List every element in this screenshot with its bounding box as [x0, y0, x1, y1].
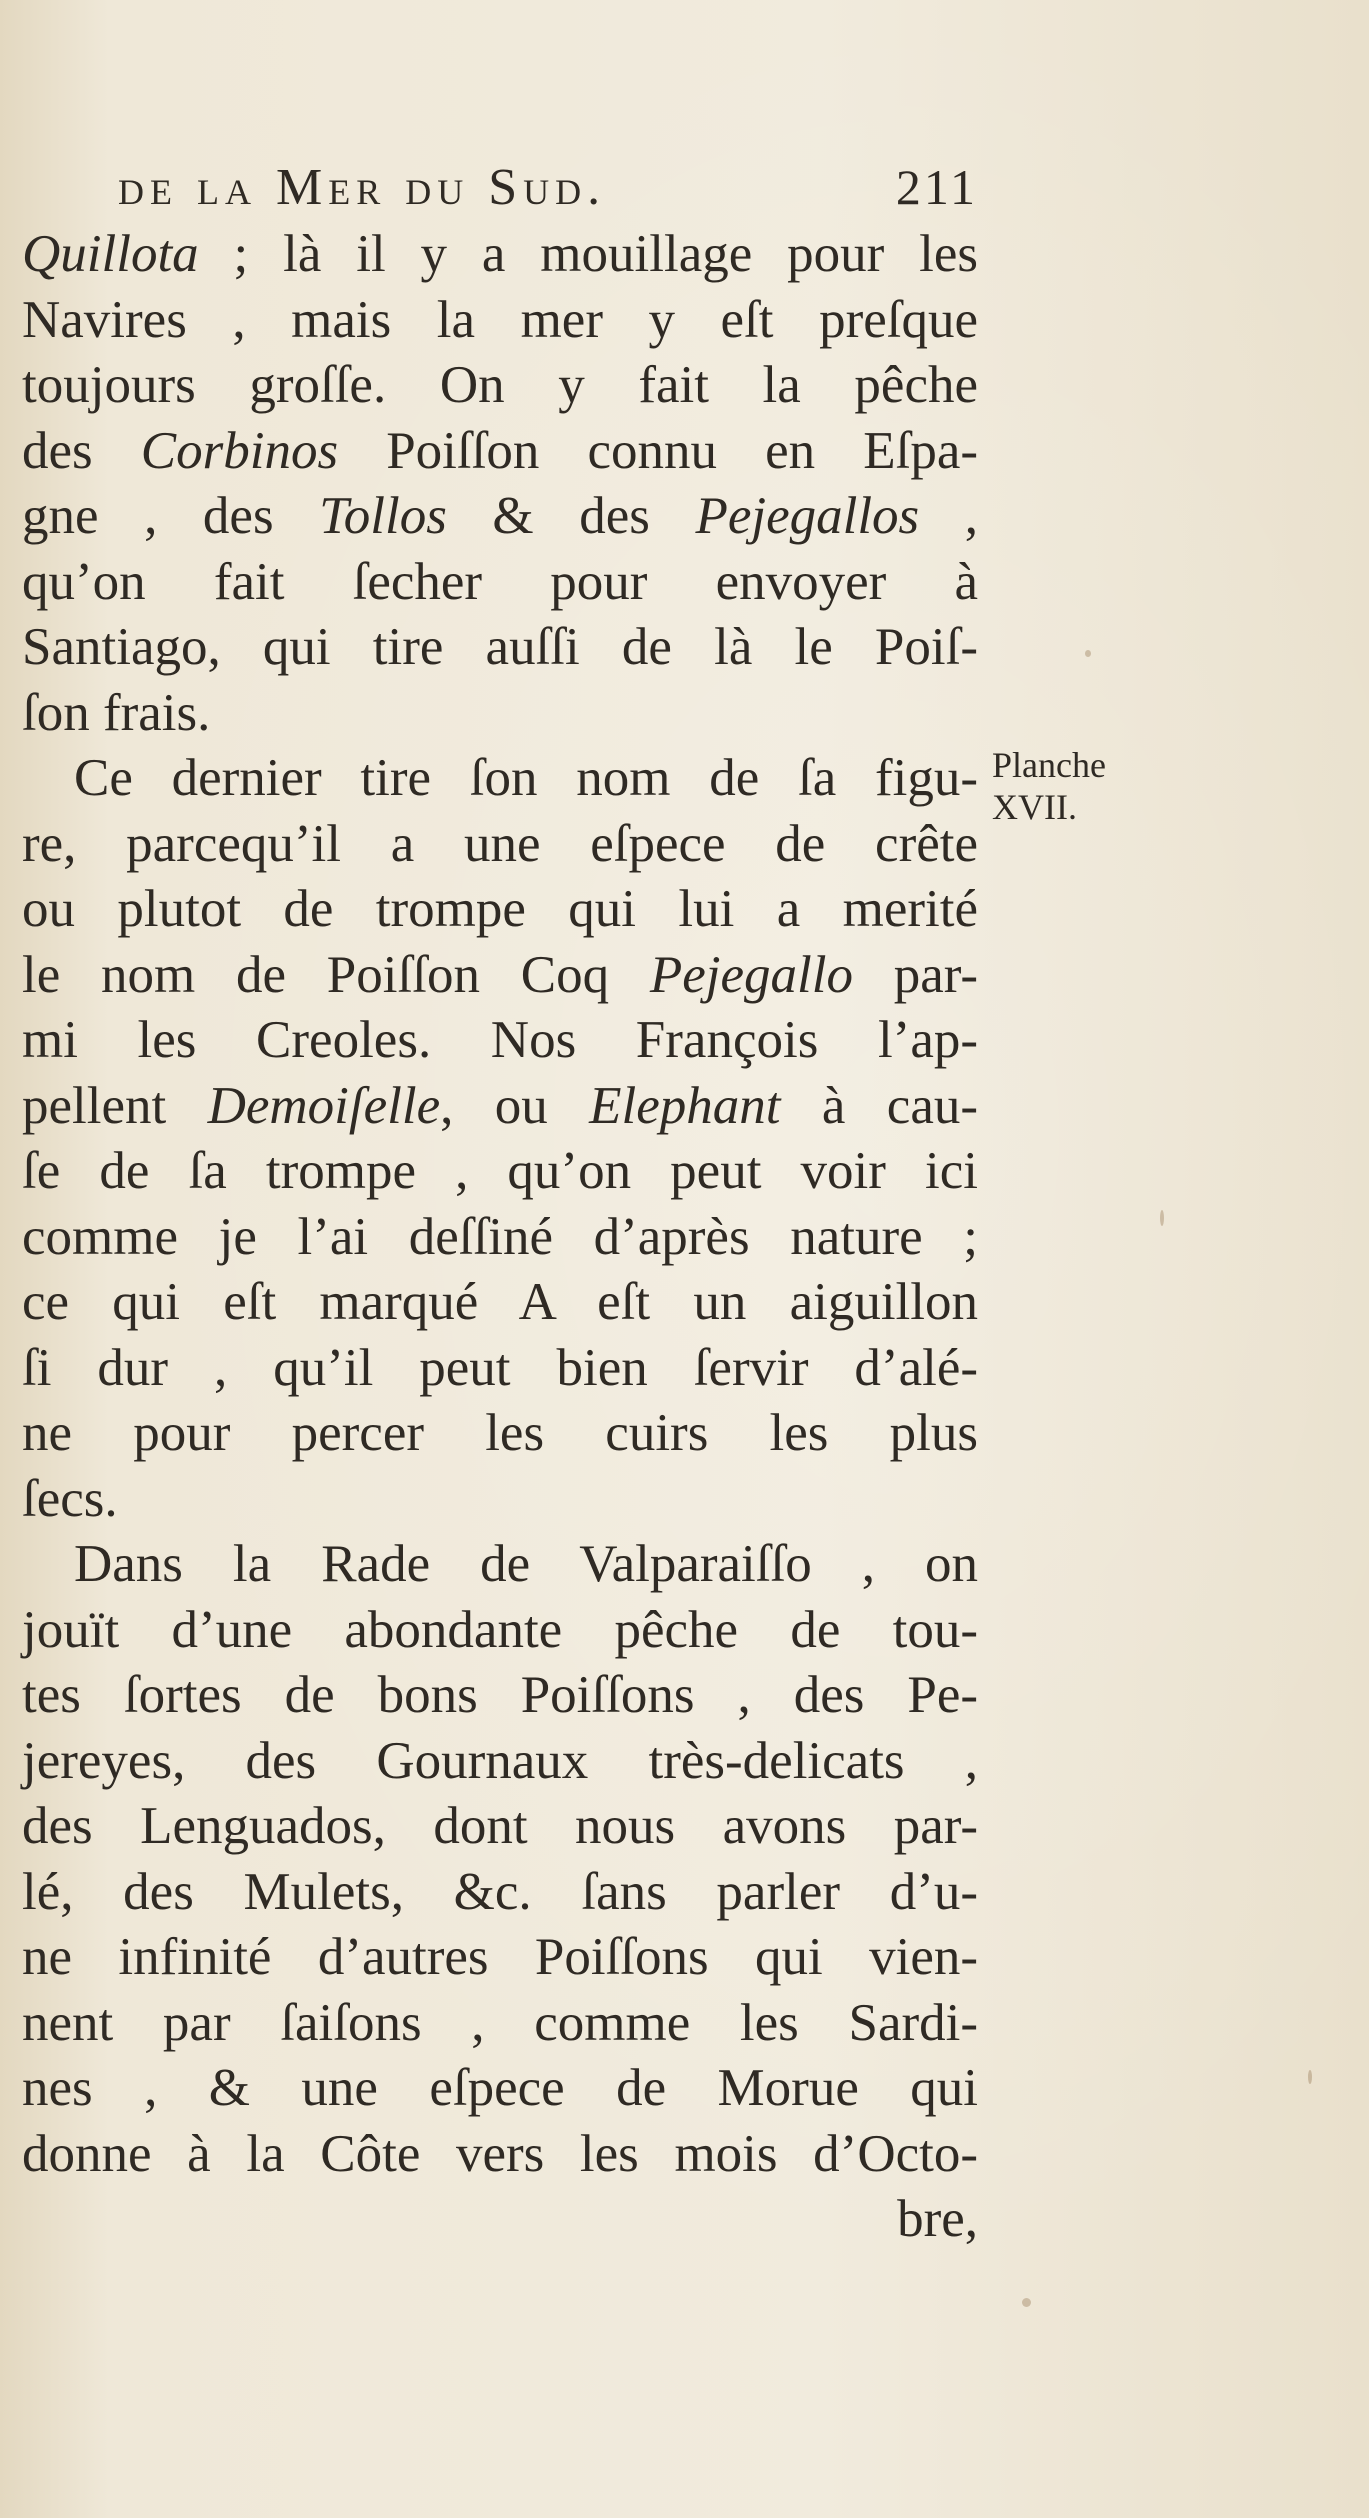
text-line: ce qui eſt marqué A eſt un aiguillon	[22, 1273, 978, 1331]
margin-note-plate-reference	[992, 744, 1172, 828]
body-text	[22, 222, 978, 2253]
text-line: gne , des Tollos & des Pejegallos ,	[22, 487, 979, 545]
text-line: ou plutot de trompe qui lui a merité	[22, 880, 978, 938]
text-line: nes , & une eſpece de Morue qui	[22, 2059, 978, 2117]
foxing-spot	[1160, 1210, 1164, 1226]
text-line: tes ſortes de bons Poiſſons , des Pe-	[22, 1666, 978, 1724]
text-line: ne pour percer les cuirs les plus	[22, 1404, 978, 1462]
page-number: 211	[895, 159, 978, 215]
paragraph-start: Ce dernier tire ſon nom de ſa figu-	[74, 749, 978, 807]
running-title: de la Mer du Sud.	[118, 159, 607, 216]
text-line: ſecs.	[22, 1469, 118, 1528]
text-line: lé, des Mulets, &c. ſans parler d’u-	[22, 1862, 978, 1921]
text-line: ſe de ſa trompe , qu’on peut voir ici	[22, 1142, 978, 1200]
catchword: bre,	[897, 2190, 978, 2248]
text-line: donne à la Côte vers les mois d’Octo-	[22, 2124, 978, 2183]
foxing-spot	[1085, 650, 1091, 657]
text-line: ne infinité d’autres Poiſſons qui vien-	[22, 1928, 978, 1986]
text-line: jereyes, des Gournaux très-delicats ,	[22, 1731, 978, 1790]
margin-note-line: Planche	[992, 745, 1106, 785]
text-line: toujours groſſe. On y fait la pêche	[22, 356, 978, 414]
text-line: ſon frais.	[22, 683, 211, 742]
text-line: re, parcequ’il a une eſpece de crête	[22, 814, 978, 873]
text-line: des Lenguados, dont nous avons par-	[22, 1797, 978, 1855]
text-line: qu’on fait ſecher pour envoyer à	[22, 552, 978, 611]
foxing-spot	[1022, 2298, 1031, 2307]
margin-note-line: XVII.	[992, 787, 1077, 827]
text-line: le nom de Poiſſon Coq Pejegallo par-	[22, 945, 979, 1004]
foxing-spot	[1308, 2070, 1312, 2084]
text-line: ſi dur , qu’il peut bien ſervir d’alé-	[22, 1338, 978, 1397]
text-line: Quillota ; là il y a mouillage pour les	[22, 225, 978, 283]
text-line: comme je l’ai deſſiné d’après nature ;	[22, 1207, 978, 1266]
text-line: mi les Creoles. Nos François l’ap-	[22, 1011, 978, 1069]
paragraph-start: Dans la Rade de Valparaiſſo , on	[74, 1535, 978, 1593]
running-head	[118, 158, 978, 224]
text-line: Santiago, qui tire auſſi de là le Poiſ-	[22, 618, 978, 676]
text-line: pellent Demoiſelle, ou Elephant à cau-	[22, 1076, 978, 1135]
text-line: jouït d’une abondante pêche de tou-	[22, 1600, 978, 1659]
text-line: nent par ſaiſons , comme les Sardi-	[22, 1993, 978, 2052]
text-line: Navires , mais la mer y eſt preſque	[22, 290, 978, 349]
text-line: des Corbinos Poiſſon connu en Eſpa-	[22, 421, 978, 480]
